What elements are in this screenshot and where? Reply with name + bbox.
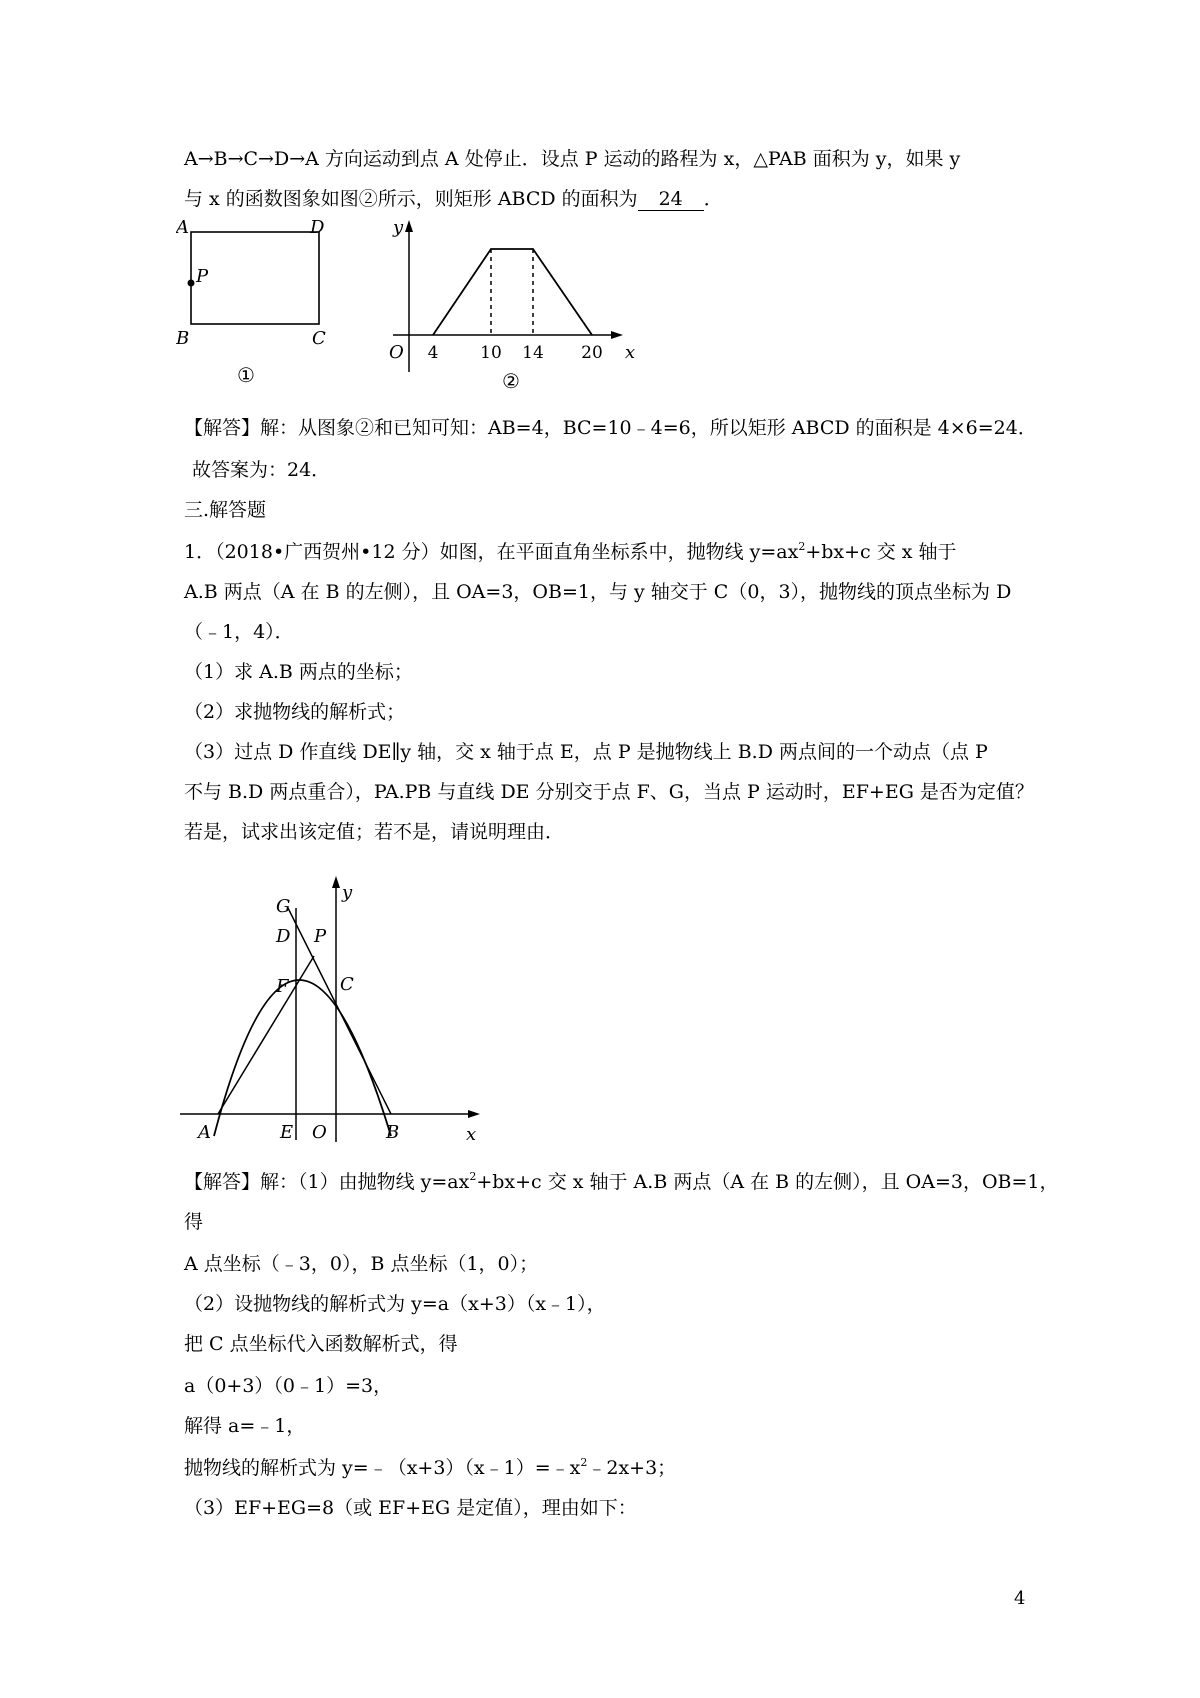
line-pb [288,908,391,1114]
solution-line-1: 【解答】解：从图象②和已知可知：AB=4，BC=10﹣4=6，所以矩形 ABCD 的面积是 4×6=24． [184,417,1037,439]
answer-line-4: （2）设抛物线的解析式为 y=a（x+3）（x﹣1）， [184,1293,606,1315]
label-p: P [196,266,209,287]
label-e: E [280,1122,294,1143]
answer-line-8 [184,1455,676,1481]
solution-line-2: 故答案为：24． [192,459,331,481]
answer-line-1 [184,1169,1059,1195]
label-c: C [312,328,326,349]
label-y: y [393,220,404,238]
question-line-7: 不与 B.D 两点重合），PA.PB 与直线 DE 分别交于点 F、G，当点 P 运动时，EF+EG 是否为定值？ [184,781,1034,803]
tick-10: 10 [480,343,502,363]
label-d: D [310,220,325,238]
label-b: B [386,1122,400,1143]
figure-function-graph [385,220,645,396]
answer-line-2: 得 [184,1211,204,1233]
tick-20: 20 [581,343,603,363]
caption-1: ① [237,363,255,387]
label-f: F [276,976,289,997]
superscript-2: 2 [469,1170,477,1183]
label-g: G [276,896,291,917]
label-d: D [276,926,291,947]
question-text: 与 x 的函数图象如图②所示，则矩形 ABCD 的面积为 [184,188,638,210]
tick-4: 4 [427,343,439,363]
label-y: y [342,882,353,903]
answer-line-3: A 点坐标（﹣3，0），B 点坐标（1，0）； [184,1253,539,1275]
label-a: A [176,220,189,238]
question-line-3: （﹣1，4）． [184,621,294,643]
label-x: x [466,1124,477,1145]
tick-14: 14 [522,343,544,363]
label-c: C [340,974,354,995]
question-line-1-tail: +bx+c 交 x 轴于 [805,541,957,563]
question-line-8: 若是，试求出该定值；若不是，请说明理由． [184,821,565,843]
question-line-1 [184,539,957,565]
figure-parabola [176,870,496,1150]
point-p-dot [188,280,195,287]
question-part-3: （3）过点 D 作直线 DE∥y 轴，交 x 轴于点 E，点 P 是抛物线上 B.D 两点间的一个动点（点 P [184,741,988,763]
label-x: x [625,342,636,363]
superscript-2: 2 [798,540,806,553]
answer-line-8-text: 抛物线的解析式为 y=﹣（x+3）（x﹣1）=﹣x [184,1457,581,1479]
answer-line-1-text: 【解答】解：（1）由抛物线 y=ax [184,1171,470,1193]
superscript-2: 2 [580,1456,588,1469]
y-axis-arrow [332,876,340,888]
answer-line-9: （3）EF+EG=8（或 EF+EG 是定值），理由如下： [184,1497,637,1519]
section-heading: 三.解答题 [184,499,267,521]
question-part-1: （1）求 A.B 两点的坐标； [184,661,413,683]
label-o: O [389,342,404,363]
caption-2: ② [502,369,520,393]
text-line-2 [184,186,723,212]
label-b: B [176,328,190,349]
text-line-1: A→B→C→D→A 方向运动到点 A 处停止．设点 P 运动的路程为 x，△PAB 面积为 y，如果 y [184,148,961,170]
parabola-curve [214,980,391,1136]
answer-line-8-tail: ﹣2x+3； [587,1457,677,1479]
question-punct: ． [703,188,723,210]
line-pa [218,956,314,1114]
question-line-1-text: 1．（2018•广西贺州•12 分）如图，在平面直角坐标系中，抛物线 y=ax [184,541,799,563]
figure-rectangle [176,220,336,396]
answer-line-7: 解得 a=﹣1， [184,1415,306,1437]
question-part-2: （2）求抛物线的解析式； [184,701,406,723]
answer-line-6: a（0+3）（0﹣1）=3， [184,1375,393,1397]
graph-line [433,249,592,335]
label-p: P [314,926,327,947]
label-o: O [312,1122,327,1143]
rectangle-abcd [191,232,319,324]
label-a: A [198,1122,211,1143]
x-axis-arrow [468,1110,480,1118]
answer-blank: 24 [638,188,704,211]
answer-line-5: 把 C 点坐标代入函数解析式，得 [184,1333,458,1355]
answer-line-1-tail: +bx+c 交 x 轴于 A.B 两点（A 在 B 的左侧），且 OA=3，OB=1， [476,1171,1059,1193]
y-axis-arrow [405,220,413,232]
page-number: 4 [1014,1588,1026,1609]
x-axis-arrow [611,331,623,339]
question-line-2: A.B 两点（A 在 B 的左侧），且 OA=3，OB=1，与 y 轴交于 C（0，3），抛物线的顶点坐标为 D [184,581,1012,603]
